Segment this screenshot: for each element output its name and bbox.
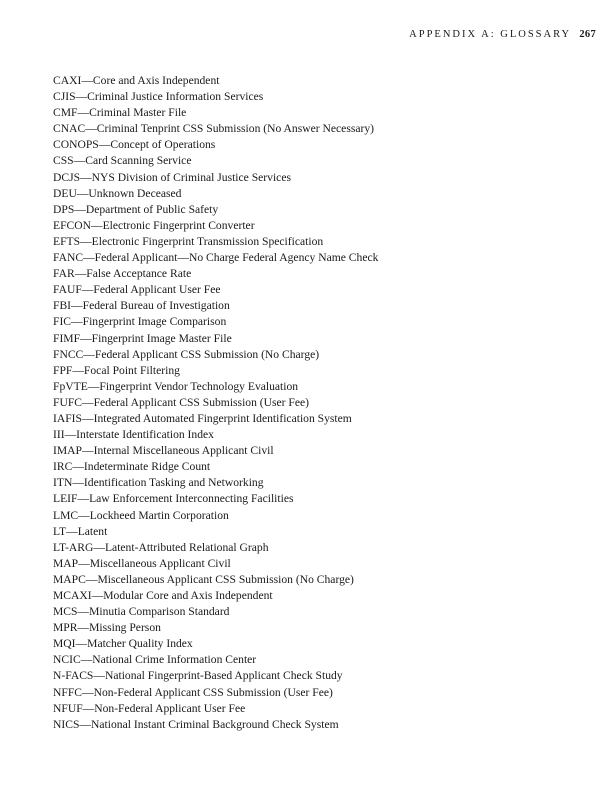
glossary-entry: FAUF—Federal Applicant User Fee xyxy=(53,283,221,297)
glossary-entry: NFFC—Non-Federal Applicant CSS Submission (User Fee) xyxy=(53,685,333,699)
glossary-entry: CJIS—Criminal Justice Information Services xyxy=(53,90,264,104)
glossary-entry: CSS—Card Scanning Service xyxy=(53,154,192,168)
glossary-entry: FUFC—Federal Applicant CSS Submission (User Fee) xyxy=(53,395,310,409)
glossary-entry: FANC—Federal Applicant—No Charge Federal Agency Name Check xyxy=(53,251,379,265)
glossary-entry: MQI—Matcher Quality Index xyxy=(53,637,193,651)
glossary-entry: III—Interstate Identification Index xyxy=(53,428,214,442)
glossary-entry: EFTS—Electronic Fingerprint Transmission Specification xyxy=(53,234,324,248)
glossary-entry: IRC—Indeterminate Ridge Count xyxy=(53,460,211,474)
glossary-entry: NFUF—Non-Federal Applicant User Fee xyxy=(53,701,246,715)
glossary-entry: DEU—Unknown Deceased xyxy=(53,186,182,200)
glossary-entry: DCJS—NYS Division of Criminal Justice Services xyxy=(53,170,291,184)
glossary-entry: FIMF—Fingerprint Image Master File xyxy=(53,331,232,345)
page-number: 267 xyxy=(579,29,596,40)
glossary-entry: FpVTE—Fingerprint Vendor Technology Evaluation xyxy=(53,379,299,393)
glossary-entry: CAXI—Core and Axis Independent xyxy=(53,74,220,87)
glossary-entry: IAFIS—Integrated Automated Fingerprint Identification System xyxy=(53,411,352,425)
glossary-entry: MAPC—Miscellaneous Applicant CSS Submission (No Charge) xyxy=(53,572,354,586)
glossary-entry: NICS—National Instant Criminal Background Check System xyxy=(53,717,339,731)
glossary-entry: CMF—Criminal Master File xyxy=(53,106,187,120)
glossary-entry: IMAP—Internal Miscellaneous Applicant Civil xyxy=(53,444,274,458)
glossary-entry: MPR—Missing Person xyxy=(53,621,161,635)
glossary-entry: EFCON—Electronic Fingerprint Converter xyxy=(53,218,255,232)
glossary-entry: NCIC—National Crime Information Center xyxy=(53,653,257,667)
glossary-entry: N-FACS—National Fingerprint-Based Applicant Check Study xyxy=(53,669,343,683)
glossary-list xyxy=(53,73,378,733)
section-title: APPENDIX A: GLOSSARY xyxy=(409,29,571,40)
glossary-entry: FNCC—Federal Applicant CSS Submission (No Charge) xyxy=(53,347,320,361)
glossary-entry: FPF—Focal Point Filtering xyxy=(53,363,180,377)
glossary-entry: FIC—Fingerprint Image Comparison xyxy=(53,315,227,329)
glossary-entry: MCS—Minutia Comparison Standard xyxy=(53,605,230,619)
glossary-entry: LMC—Lockheed Martin Corporation xyxy=(53,508,229,522)
glossary-entry: FAR—False Acceptance Rate xyxy=(53,267,192,281)
glossary-entry: FBI—Federal Bureau of Investigation xyxy=(53,299,230,313)
glossary-entry: MAP—Miscellaneous Applicant Civil xyxy=(53,556,231,570)
glossary-entry: MCAXI—Modular Core and Axis Independent xyxy=(53,589,273,602)
glossary-entry: ITN—Identification Tasking and Networking xyxy=(53,476,264,490)
glossary-entry: LT-ARG—Latent-Attributed Relational Graph xyxy=(53,540,269,554)
glossary-entry: LEIF—Law Enforcement Interconnecting Facilities xyxy=(53,492,294,506)
glossary-entry: CONOPS—Concept of Operations xyxy=(53,138,216,152)
glossary-entry: CNAC—Criminal Tenprint CSS Submission (No Answer Necessary) xyxy=(53,122,375,136)
glossary-entry: DPS—Department of Public Safety xyxy=(53,202,219,216)
glossary-entry: LT—Latent xyxy=(53,524,108,538)
running-head xyxy=(409,29,596,40)
